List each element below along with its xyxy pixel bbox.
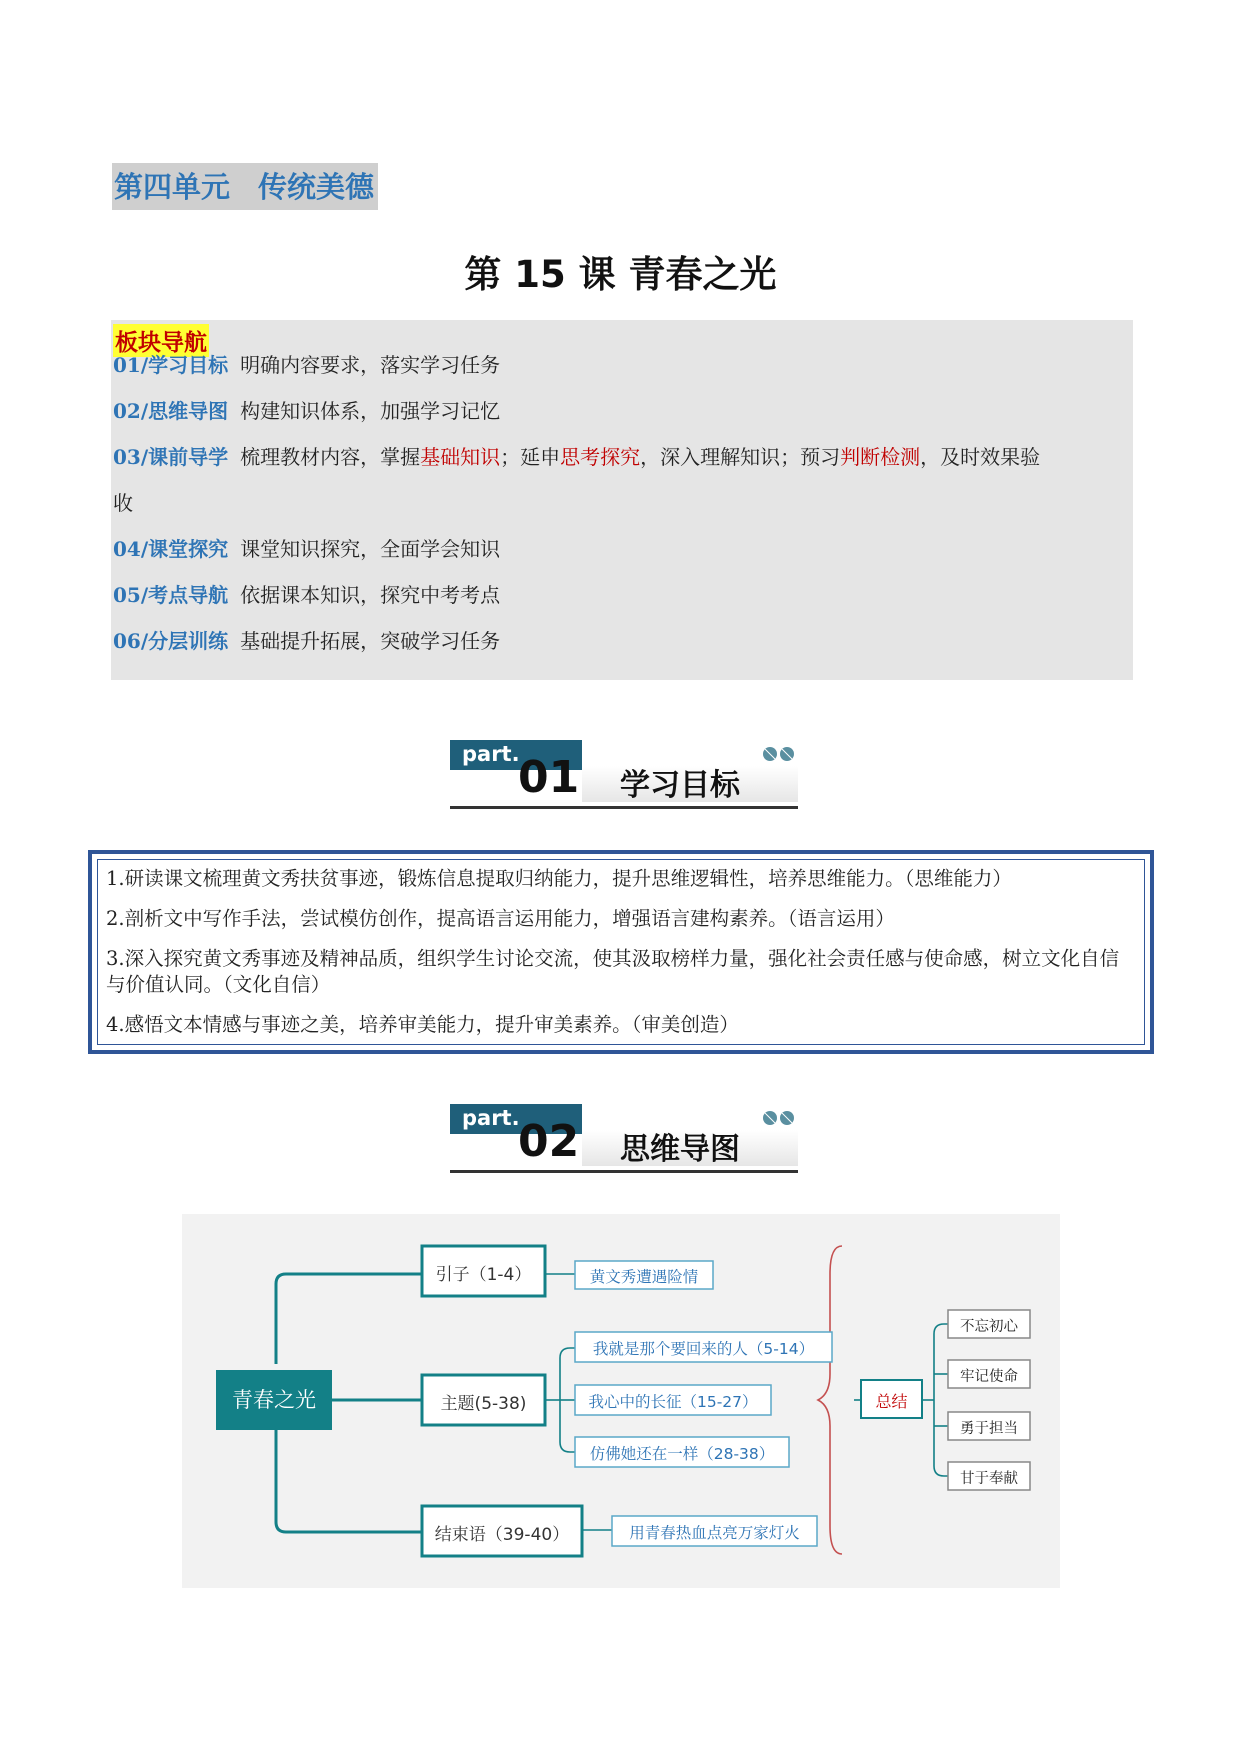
summary-item: 牢记使命 xyxy=(960,1369,1018,1385)
leaf-label: 用青春热血点亮万家灯火 xyxy=(629,1524,800,1542)
nav-highlight: 判断检测 xyxy=(840,445,921,469)
nav-item-desc: ；延申 xyxy=(500,445,561,469)
nav-item-desc: 基础提升拓展，突破学习任务 xyxy=(240,629,501,653)
nav-item-number: 01/学习目标 xyxy=(113,353,229,377)
part-label: 学习目标 xyxy=(620,768,740,803)
nav-item-desc: 明确内容要求，落实学习任务 xyxy=(240,353,501,377)
leaf-label: 我心中的长征（15-27） xyxy=(588,1393,758,1411)
nav-heading: 板块导航 xyxy=(113,324,209,357)
goals-inner-frame xyxy=(97,859,1145,1045)
summary-label: 总结 xyxy=(875,1392,908,1411)
part-word: part. xyxy=(462,742,520,766)
part-number: 01 xyxy=(518,752,580,803)
goal-item: 4.感悟文本情感与事迹之美，培养审美能力，提升审美素养。（审美创造） xyxy=(106,1013,739,1036)
unit-theme: 传统美德 xyxy=(258,170,375,204)
nav-item-number: 06/分层训练 xyxy=(113,629,229,653)
branch-label: 引子（1-4） xyxy=(435,1265,532,1285)
learning-goals-box xyxy=(88,850,1154,1054)
summary-item: 勇于担当 xyxy=(960,1421,1018,1437)
nav-item xyxy=(113,342,1131,388)
leaf-dots-icon xyxy=(762,1108,798,1128)
goal-item: 1.研读课文梳理黄文秀扶贫事迹，锻炼信息提取归纳能力，提升思维逻辑性，培养思维能力。（思维能力） xyxy=(106,867,1012,890)
part-02-banner xyxy=(450,1104,798,1174)
nav-item-number: 05/考点导航 xyxy=(113,583,229,607)
nav-item-desc: 课堂知识探究，全面学会知识 xyxy=(240,537,501,561)
summary-item: 不忘初心 xyxy=(960,1319,1018,1335)
unit-number: 第四单元 xyxy=(114,170,231,204)
leaf-label: 黄文秀遭遇险情 xyxy=(589,1268,699,1286)
branch-label: 结束语（39-40） xyxy=(434,1525,570,1545)
nav-item-number: 03/课前导学 xyxy=(113,445,229,469)
goal-item: 3.深入探究黄文秀事迹及精神品质，组织学生讨论交流，使其汲取榜样力量，强化社会责任感与使命感，树立文化自信与价值认同。（文化自信） xyxy=(106,947,1120,996)
nav-highlight: 基础知识 xyxy=(420,445,501,469)
part-word: part. xyxy=(462,1106,520,1130)
leaf-label: 仿佛她还在一样（28-38） xyxy=(589,1445,775,1463)
nav-item-desc: ，及时效果验 xyxy=(920,445,1041,469)
nav-item-desc: ，深入理解知识；预习 xyxy=(640,445,841,469)
section-navigation xyxy=(111,320,1133,680)
nav-item-desc: 构建知识体系，加强学习记忆 xyxy=(240,399,501,423)
nav-item xyxy=(113,572,1131,618)
part-label: 思维导图 xyxy=(620,1132,740,1167)
nav-item xyxy=(113,388,1131,434)
leaf-dots-icon xyxy=(762,744,798,764)
branch-label: 主题(5-38) xyxy=(440,1394,527,1414)
nav-highlight: 思考探究 xyxy=(560,445,641,469)
nav-item-number: 02/思维导图 xyxy=(113,399,229,423)
nav-item-desc: 梳理教材内容，掌握 xyxy=(240,445,421,469)
leaf-label: 我就是那个要回来的人（5-14） xyxy=(592,1340,815,1358)
lesson-title: 第 15 课 青春之光 xyxy=(464,253,777,296)
root-node-label: 青春之光 xyxy=(232,1388,316,1412)
part-number: 02 xyxy=(518,1116,580,1167)
nav-item xyxy=(113,434,1131,480)
banner-underline xyxy=(450,1170,798,1173)
part-01-banner xyxy=(450,740,798,810)
nav-item-desc: 依据课本知识，探究中考考点 xyxy=(240,583,501,607)
nav-item-number: 04/课堂探究 xyxy=(113,537,229,561)
summary-item: 甘于奉献 xyxy=(960,1471,1018,1487)
banner-underline xyxy=(450,806,798,809)
goal-item: 2.剖析文中写作手法，尝试模仿创作，提高语言运用能力，增强语言建构素养。（语言运用） xyxy=(106,907,895,930)
unit-title xyxy=(112,163,378,210)
nav-item xyxy=(113,526,1131,572)
nav-item xyxy=(113,618,1131,664)
mind-map xyxy=(182,1214,1060,1588)
nav-item-continued: 收 xyxy=(113,491,133,515)
